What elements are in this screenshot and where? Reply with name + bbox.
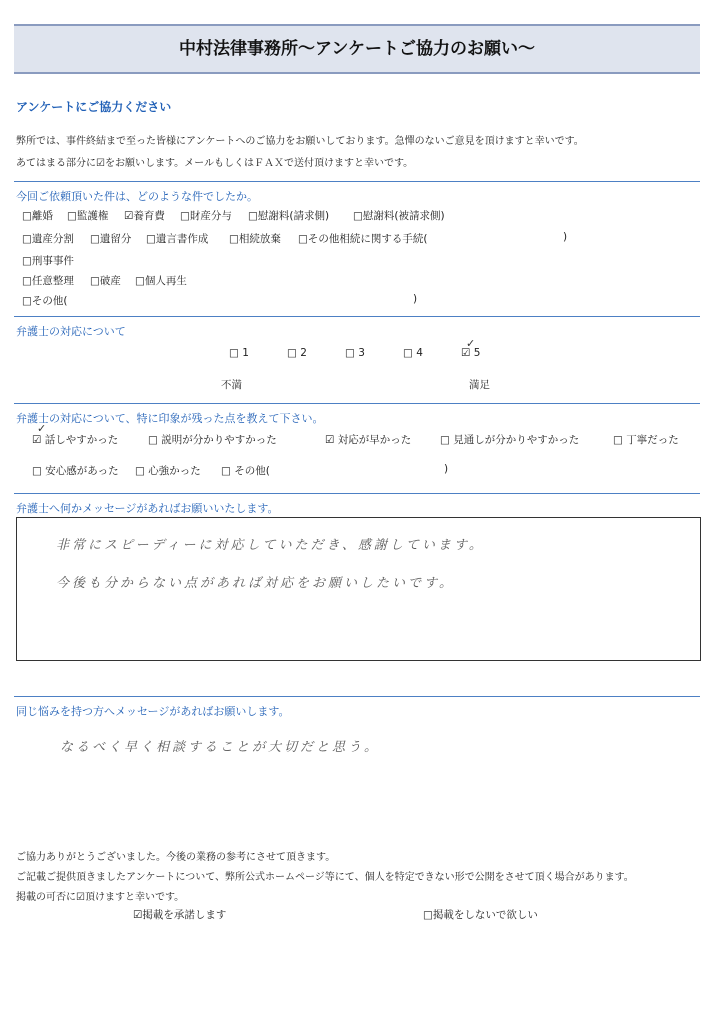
handwritten-message-3: なるべく早く相談することが大切だと思う。 [60,740,381,755]
q1-label: 今回ご依頼頂いた件は、どのような件でしたか。 [16,190,258,203]
checkbox-rikon[interactable]: □離婚 [22,210,53,222]
checkbox-sozoku-hoki[interactable]: □相続放棄 [229,233,281,245]
title-bar [14,24,700,74]
q3-label: 弁護士の対応について、特に印象が残った点を教えて下さい。 [16,412,324,425]
checkbox-publish-decline[interactable]: □掲載をしないで欲しい [423,909,538,921]
paren-close: ) [413,293,418,305]
checkbox-sonota[interactable]: □その他( [22,295,68,307]
rating-5[interactable]: ☑ 5 [461,347,481,359]
divider [14,181,700,182]
handwritten-message-2: 今後も分からない点があれば対応をお願いしたいです。 [56,576,455,591]
checkbox-zaisan-bunyo[interactable]: □財産分与 [180,210,232,222]
handwritten-message-1: 非常にスピーディーに対応していただき、感謝しています。 [56,538,485,553]
checkbox-isharyo-seikyu[interactable]: □慰謝料(請求側) [248,210,330,222]
page-title: 中村法律事務所～アンケートご協力のお願い～ [179,39,535,59]
checkbox-sonota-impression[interactable]: □ その他( [221,465,270,477]
scale-high-label: 満足 [469,379,490,391]
checkbox-kangoken[interactable]: □監護権 [67,210,109,222]
intro-line-1: 弊所では、事件終結まで至った皆様にアンケートへのご協力をお願いしております。急憚のないご意見を頂けますと幸いです。 [16,136,584,147]
handwritten-check: ✓ [466,337,476,350]
checkbox-taio-hayai[interactable]: ☑ 対応が早かった [325,434,412,446]
handwritten-check: ✓ [37,422,47,435]
scale-low-label: 不満 [221,379,242,391]
paren-close: ) [563,231,568,243]
checkbox-igonsho[interactable]: □遺言書作成 [146,233,209,245]
closing-line-2: ご記載ご提供頂きましたアンケートについて、弊所公式ホームページ等にて、個人を特定できない形で公開をさせて頂く場合があります。 [16,872,634,883]
rating-3[interactable]: □ 3 [345,347,365,359]
rating-4[interactable]: □ 4 [403,347,423,359]
checkbox-sonota-sozoku[interactable]: □その他相続に関する手続( [298,233,428,245]
checkbox-isan-bunkatsu[interactable]: □遺産分割 [22,233,74,245]
divider [14,403,700,404]
intro-line-2: あてはまる部分に☑をお願いします。メールもしくはＦＡＸで送付頂けますと幸いです。 [16,158,414,169]
checkbox-hanashiyasui[interactable]: ☑ 話しやすかった [32,434,119,446]
intro-heading: アンケートにご協力ください [16,100,172,114]
rating-1[interactable]: □ 1 [229,347,249,359]
divider [14,316,700,317]
checkbox-setsumei[interactable]: □ 説明が分かりやすかった [148,434,277,446]
checkbox-teinei[interactable]: □ 丁寧だった [613,434,679,446]
checkbox-hasan[interactable]: □破産 [90,275,121,287]
checkbox-anshinkan[interactable]: □ 安心感があった [32,465,119,477]
checkbox-publish-agree[interactable]: ☑掲載を承諾します [133,909,227,921]
divider [14,493,700,494]
q2-label: 弁護士の対応について [16,325,126,338]
checkbox-keiji[interactable]: □刑事事件 [22,255,74,267]
checkbox-iryubun[interactable]: □遺留分 [90,233,132,245]
checkbox-mitoshi[interactable]: □ 見通しが分かりやすかった [440,434,580,446]
divider [14,696,700,697]
rating-2[interactable]: □ 2 [287,347,307,359]
checkbox-isharyo-hiseikyu[interactable]: □慰謝料(被請求側) [353,210,445,222]
closing-line-1: ご協力ありがとうございました。今後の業務の参考にさせて頂きます。 [16,852,336,863]
q5-label: 同じ悩みを持つ方へメッセージがあればお願いします。 [16,705,290,718]
paren-close: ) [444,463,449,475]
checkbox-kokorozuyoi[interactable]: □ 心強かった [135,465,201,477]
closing-line-3: 掲載の可否に☑頂けますと幸いです。 [16,892,185,903]
checkbox-kojin-saisei[interactable]: □個人再生 [135,275,187,287]
checkbox-yoikuhi[interactable]: ☑養育費 [124,210,165,222]
q4-label: 弁護士へ何かメッセージがあればお願いいたします。 [16,502,279,515]
checkbox-nini-seiri[interactable]: □任意整理 [22,275,74,287]
